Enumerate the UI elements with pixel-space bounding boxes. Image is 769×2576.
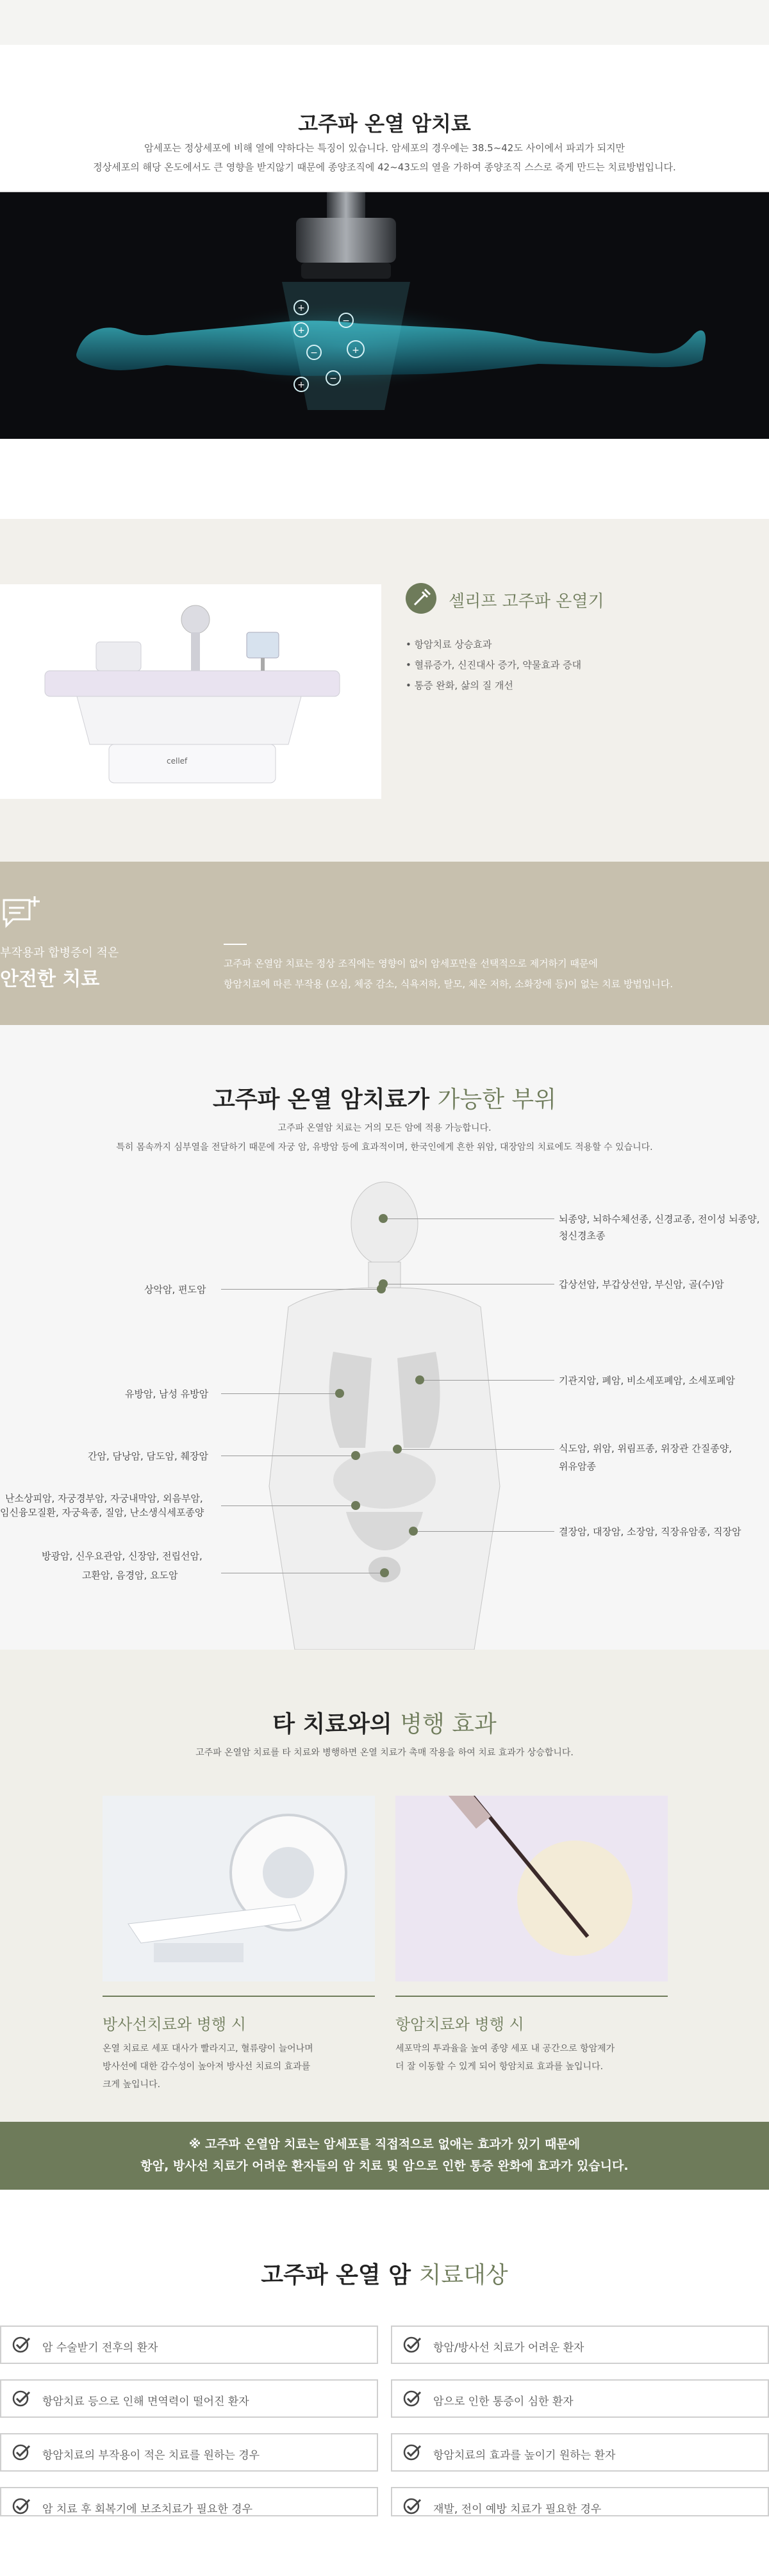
spacer xyxy=(0,439,769,519)
check-circle-icon xyxy=(12,2336,32,2354)
target-item: 암 수술받기 전후의 환자 xyxy=(0,2326,378,2364)
feature-item: • 항암치료 상승효과 xyxy=(406,639,492,650)
part-dot xyxy=(380,1568,389,1577)
part-dot xyxy=(415,1375,424,1384)
safe-title: 안전한 치료 xyxy=(0,968,100,990)
top-band xyxy=(0,0,769,45)
safe-accent-line xyxy=(224,944,247,945)
check-circle-icon xyxy=(12,2497,32,2515)
target-item: 암으로 인한 통증이 심한 환자 xyxy=(391,2379,769,2418)
part-dot xyxy=(409,1527,418,1536)
safe-section xyxy=(0,862,769,1025)
combo-title: 타 치료와의 병행 효과 xyxy=(272,1711,497,1737)
card-text: 세포막의 투과율을 높여 종양 세포 내 공간으로 항암제가 xyxy=(395,2044,615,2054)
part-dot xyxy=(379,1279,388,1288)
device-name: 셀리프 고주파 온열기 xyxy=(449,592,604,611)
device-image xyxy=(0,584,381,799)
connector-line xyxy=(418,1531,554,1532)
intro-title: 고주파 온열 암치료 xyxy=(298,111,471,136)
part-label-right: 갑상선암, 부갑상선암, 부신암, 골(수)암 xyxy=(559,1279,724,1290)
parts-desc-1: 고주파 온열암 치료는 거의 모든 암에 적용 가능합니다. xyxy=(277,1123,492,1133)
target-item: 암 치료 후 회복기에 보조치료가 필요한 경우 xyxy=(0,2487,378,2516)
part-label-left: 간암, 담낭암, 담도암, 췌장암 xyxy=(88,1450,208,1462)
safe-sub: 부작용과 합병증이 적은 xyxy=(0,946,119,960)
device-features xyxy=(406,634,581,696)
card-title: 항암치료와 병행 시 xyxy=(395,2015,524,2033)
hero-illustration xyxy=(0,192,769,439)
target-item: 항암치료의 부작용이 적은 치료를 원하는 경우 xyxy=(0,2433,378,2472)
safe-desc-1: 고주파 온열암 치료는 정상 조직에는 영향이 없이 암세포만을 선택적으로 제거하기 때문에 xyxy=(224,958,598,969)
card-text: 온열 치료로 세포 대사가 빨라지고, 혈류량이 늘어나며 xyxy=(103,2044,313,2054)
part-dot xyxy=(379,1214,388,1223)
connector-line xyxy=(388,1218,554,1219)
part-label-right: 결장암, 대장암, 소장암, 직장유암종, 직장암 xyxy=(559,1526,741,1538)
notice-banner xyxy=(0,2122,769,2190)
part-dot xyxy=(335,1389,344,1398)
body-illustration xyxy=(263,1179,506,1650)
banner-line-2: 항암, 방사선 치료가 어려운 환자들의 암 치료 및 암으로 인한 통증 완화에 효과가 있습니다. xyxy=(140,2159,629,2173)
part-label-right: 뇌종양, 뇌하수체선종, 신경교종, 전이성 뇌종양, xyxy=(559,1213,760,1225)
part-dot xyxy=(351,1501,360,1510)
part-label-left: 난소상피암, 자궁경부암, 자궁내막암, 외음부암, xyxy=(5,1493,203,1504)
device-brand: cellef xyxy=(167,757,188,766)
banner-line-1: ※ 고주파 온열암 치료는 암세포를 직접적으로 없애는 효과가 있기 때문에 xyxy=(188,2137,581,2151)
part-dot xyxy=(393,1445,402,1454)
parts-desc-2: 특히 몸속까지 심부열을 전달하기 때문에 자궁 암, 유방암 등에 효과적이며, 한국인에게 흔한 위암, 대장암의 치료에도 적용할 수 있습니다. xyxy=(116,1142,653,1153)
targets-section xyxy=(0,2190,769,2516)
syringe-icon xyxy=(406,583,436,614)
card-text: 더 잘 이동할 수 있게 되어 항암치료 효과를 높입니다. xyxy=(395,2062,604,2072)
target-item: 항암치료 등으로 인해 면역력이 떨어진 환자 xyxy=(0,2379,378,2418)
svg-text:−: − xyxy=(342,316,350,326)
parts-section xyxy=(0,1025,769,1650)
part-label-right: 식도암, 위암, 위림프종, 위장관 간질종양, xyxy=(559,1443,732,1454)
card-divider xyxy=(103,1996,375,1997)
check-circle-icon xyxy=(402,2443,423,2461)
check-circle-icon xyxy=(402,2497,423,2515)
svg-text:−: − xyxy=(329,373,337,384)
part-label-right: 기관지암, 폐암, 비소세포폐암, 소세포폐암 xyxy=(559,1375,735,1386)
card-text: 방사선에 대한 감수성이 높아져 방사선 치료의 효과를 xyxy=(103,2062,311,2072)
part-label-left: 고환암, 음경암, 요도암 xyxy=(82,1570,178,1581)
connector-line xyxy=(221,1505,352,1506)
part-label-right: 청신경초종 xyxy=(559,1230,606,1242)
intro-desc-1: 암세포는 정상세포에 비해 열에 약하다는 특징이 있습니다. 암세포의 경우에는 38.5~42도 사이에서 파괴가 되지만 xyxy=(144,142,625,154)
part-label-left: 상악암, 편도암 xyxy=(144,1284,206,1295)
radiation-image xyxy=(103,1796,375,1981)
connector-line xyxy=(221,1393,336,1394)
svg-text:−: − xyxy=(310,348,318,358)
check-circle-icon xyxy=(12,2390,32,2408)
safe-desc-2: 항암치료에 따른 부작용 (오심, 체중 감소, 식욕저하, 탈모, 체온 저하, 소화장애 등)이 없는 치료 방법입니다. xyxy=(224,978,674,990)
intro-section xyxy=(0,45,769,192)
hero-image xyxy=(0,192,769,439)
card-title: 방사선치료와 병행 시 xyxy=(103,2015,246,2033)
part-label-right: 위유암종 xyxy=(559,1461,596,1472)
part-label-left: 방광암, 신우요관암, 신장암, 전립선암, xyxy=(42,1550,203,1562)
parts-title: 고주파 온열 암치료가 가능한 부위 xyxy=(213,1087,556,1113)
card-divider xyxy=(395,1996,668,1997)
connector-line xyxy=(424,1380,554,1381)
combo-section xyxy=(0,1650,769,2122)
check-circle-icon xyxy=(402,2336,423,2354)
combo-desc: 고주파 온열암 치료를 타 치료와 병행하면 온열 치료가 촉매 작용을 하여 치료 효과가 상승합니다. xyxy=(195,1748,574,1758)
device-section xyxy=(0,519,769,862)
feature-item: • 통증 완화, 삶의 질 개선 xyxy=(406,680,513,691)
part-label-left: 임신융모질환, 자궁육종, 질암, 난소생식세포종양 xyxy=(0,1507,204,1518)
intro-desc-2: 정상세포의 해당 온도에서도 큰 영향을 받지않기 때문에 종양조직에 42~43도의 열을 가하여 종양조직 스스로 죽게 만드는 치료방법입니다. xyxy=(93,161,676,173)
connector-line xyxy=(402,1449,554,1450)
check-circle-icon xyxy=(402,2390,423,2408)
chemo-image xyxy=(395,1796,668,1981)
targets-title: 고주파 온열 암 치료대상 xyxy=(261,2262,508,2288)
svg-text:+: + xyxy=(297,325,305,336)
svg-text:+: + xyxy=(297,303,305,313)
target-item: 항암/방사선 치료가 어려운 환자 xyxy=(391,2326,769,2364)
feature-item: • 혈류증가, 신진대사 증가, 약물효과 증대 xyxy=(406,659,582,671)
chat-plus-icon xyxy=(0,894,45,932)
svg-text:+: + xyxy=(297,380,305,390)
part-dot xyxy=(351,1451,360,1460)
device-illustration xyxy=(0,584,381,799)
target-item: 항암치료의 효과를 높이기 원하는 환자 xyxy=(391,2433,769,2472)
check-circle-icon xyxy=(12,2443,32,2461)
part-label-left: 유방암, 남성 유방암 xyxy=(125,1388,209,1400)
svg-text:+: + xyxy=(352,345,360,356)
connector-line xyxy=(221,1289,378,1290)
card-text: 크게 높입니다. xyxy=(103,2080,161,2090)
target-item: 재발, 전이 예방 치료가 필요한 경우 xyxy=(391,2487,769,2516)
